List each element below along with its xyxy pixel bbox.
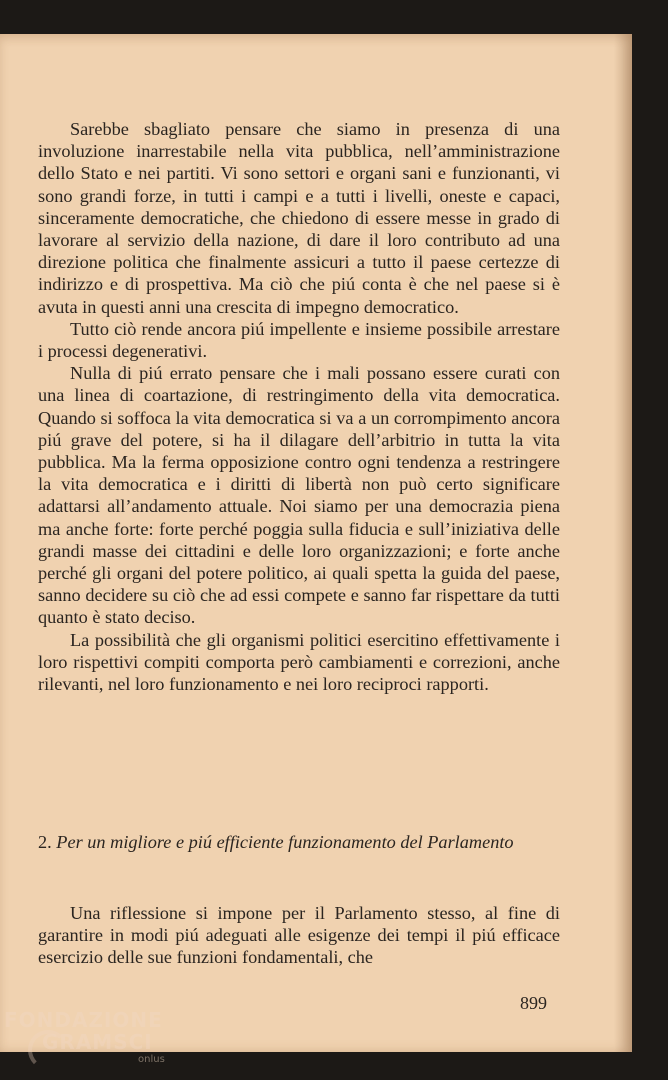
section-heading [38,831,560,853]
section-number: 2. [38,832,52,852]
paragraph-4: La possibilità che gli organismi politici esercitino effettivamente i loro rispettivi compiti comporta però cambiamenti e correzioni, anche rilevanti, nel loro funzionamento e nei loro reciproci rapporti. [38,629,560,695]
watermark-line1: FONDAZIONE [4,1008,163,1032]
watermark [4,1008,184,1072]
section-body-text [38,902,560,969]
page-edge-shadow [614,34,632,1052]
paragraph-2: Tutto ciò rende ancora piú impellente e insieme possibile arrestare i processi degenerativi. [38,318,560,362]
watermark-sub: onlus [138,1054,165,1065]
section-paragraph: Una riflessione si impone per il Parlamento stesso, al fine di garantire in modi piú adeguati alle esigenze dei tempi il piú efficace esercizio delle sue funzioni fondamentali, che [38,903,560,968]
page-number: 899 [520,993,547,1013]
watermark-line2: GRAMSCI [42,1030,153,1054]
paragraph-1: Sarebbe sbagliato pensare che siamo in presenza di una involuzione inarrestabile nella vita pubblica, nell’amministrazione dello Stato e nei partiti. Vi sono settori e organi sani e funzionanti, vi sono grandi forze, in tutti i campi e a tutti i livelli, oneste e capaci, sinceramente democratiche, che chiedono di essere messe in grado di lavorare al servizio della nazione, di dare il loro contributo ad una direzione politica che finalmente assicuri a tutto il paese certezze di indirizzo e di prospettiva. Ma ciò che piú conta è che nel paese si è avuta in questi anni una crescita di impegno democratico. [38,119,560,317]
paragraph-3: Nulla di piú errato pensare che i mali possano essere curati con una linea di coartazione, di restringimento della vita democratica. Quando si soffoca la vita democratica si va a un corrompimento ancora piú grave del potere, si ha il dilagare dell’arbitrio in tutta la vita pubblica. Ma la ferma opposizione contro ogni tendenza a restringere la vita democratica e i diritti di libertà non può certo significare adattarsi all’andamento attuale. Noi siamo per una democrazia piena ma anche forte: forte perché poggia sulla fiducia e sull’iniziativa delle grandi masse dei cittadini e delle loro organizzazioni; e forte anche perché gli organi del potere politico, ai quali spetta la guida del paese, sanno decidere su ciò che ad essi compete e sanno far rispettare da tutti quanto è stato deciso. [38,363,560,628]
section-title: Per un migliore e piú efficiente funzionamento del Parlamento [56,832,514,852]
body-text [38,118,560,695]
